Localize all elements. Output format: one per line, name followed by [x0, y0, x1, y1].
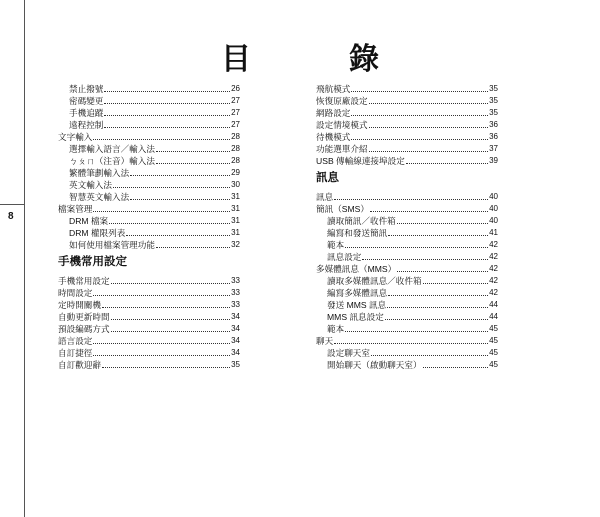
toc-entry-label: 繁體筆劃輸入法: [69, 168, 130, 178]
toc-dot-leader: [104, 102, 230, 104]
toc-page-number: 42: [489, 264, 498, 273]
toc-page-number: 42: [489, 252, 498, 261]
toc-entry[interactable]: [316, 82, 498, 94]
toc-page-number: 34: [231, 336, 240, 345]
toc-page-number: 44: [489, 300, 498, 309]
toc-dot-leader: [423, 366, 489, 368]
toc-entry[interactable]: [316, 322, 498, 334]
toc-page-number: 36: [489, 132, 498, 141]
toc-entry[interactable]: [316, 226, 498, 238]
toc-dot-leader: [397, 270, 488, 272]
toc-dot-leader: [351, 90, 488, 92]
toc-entry-label: 自動更新時間: [58, 312, 110, 322]
toc-dot-leader: [102, 366, 230, 368]
toc-page-number: 32: [231, 240, 240, 249]
toc-entry[interactable]: [58, 322, 240, 334]
toc-entry[interactable]: [58, 142, 240, 154]
toc-entry[interactable]: [316, 250, 498, 262]
toc-entry[interactable]: [316, 106, 498, 118]
toc-entry-label: 智慧英文輸入法: [69, 192, 130, 202]
toc-entry-label: 選擇輸入語言／輸入法: [69, 144, 155, 154]
toc-entry-label: 飛航模式: [316, 84, 351, 94]
toc-page-number: 33: [231, 276, 240, 285]
toc-entry[interactable]: [58, 226, 240, 238]
toc-entry[interactable]: [316, 238, 498, 250]
toc-entry-label: 設定情境模式: [316, 120, 368, 130]
toc-dot-leader: [93, 294, 230, 296]
toc-entry-label: 網路設定: [316, 108, 351, 118]
toc-entry-label: 定時開關機: [58, 300, 101, 310]
toc-page-number: 35: [489, 108, 498, 117]
toc-entry[interactable]: [58, 286, 240, 298]
toc-page-number: 45: [489, 360, 498, 369]
toc-entry[interactable]: [58, 202, 240, 214]
toc-entry-label: 預設編碼方式: [58, 324, 110, 334]
toc-entry[interactable]: [58, 346, 240, 358]
toc-entry-label: DRM 權限列表: [69, 228, 126, 238]
toc-entry[interactable]: [58, 358, 240, 370]
toc-entry-label: 多媒體訊息（MMS）: [316, 264, 397, 274]
toc-page-number: 35: [489, 96, 498, 105]
toc-entry[interactable]: [58, 310, 240, 322]
toc-entry-label: 聊天: [316, 336, 334, 346]
toc-page-number: 35: [489, 84, 498, 93]
toc-dot-leader: [104, 126, 230, 128]
toc-dot-leader: [351, 114, 488, 116]
toc-page-number: 40: [489, 192, 498, 201]
toc-entry[interactable]: [58, 94, 240, 106]
toc-entry-label: 自訂歡迎辭: [58, 360, 101, 370]
toc-page-number: 27: [231, 120, 240, 129]
toc-page-number: 28: [231, 144, 240, 153]
toc-dot-leader: [388, 234, 488, 236]
toc-section-heading: [316, 166, 498, 190]
toc-entry-label: 範本: [327, 240, 345, 250]
toc-right-column: [316, 82, 498, 370]
toc-entry-label: 開始聊天（啟動聊天室）: [327, 360, 422, 370]
toc-entry[interactable]: [316, 94, 498, 106]
toc-entry[interactable]: [58, 214, 240, 226]
toc-dot-leader: [370, 210, 488, 212]
toc-dot-leader: [93, 138, 230, 140]
toc-dot-leader: [93, 342, 230, 344]
toc-entry[interactable]: [58, 178, 240, 190]
toc-page-number: 44: [489, 312, 498, 321]
toc-page-number: 28: [231, 156, 240, 165]
toc-entry-label: ㄅㄆㄇ（注音）輸入法: [69, 156, 155, 166]
toc-entry-label: 英文輸入法: [69, 180, 112, 190]
toc-dot-leader: [111, 318, 231, 320]
toc-entry[interactable]: [316, 334, 498, 346]
toc-page-number: 27: [231, 96, 240, 105]
toc-entry-label: 如何使用檔案管理功能: [69, 240, 155, 250]
toc-entry-label: 自訂捷徑: [58, 348, 93, 358]
toc-entry-label: 檔案管理: [58, 204, 93, 214]
toc-page-number: 40: [489, 204, 498, 213]
toc-entry[interactable]: [316, 202, 498, 214]
toc-dot-leader: [387, 306, 488, 308]
toc-dot-leader: [111, 330, 231, 332]
toc-entry-label: DRM 檔案: [69, 216, 109, 226]
toc-entry[interactable]: [58, 154, 240, 166]
margin-tick: [0, 204, 24, 205]
toc-dot-leader: [345, 330, 488, 332]
toc-dot-leader: [351, 138, 488, 140]
toc-entry-label: 時間設定: [58, 288, 93, 298]
toc-page-number: 34: [231, 348, 240, 357]
toc-page-number: 42: [489, 288, 498, 297]
toc-page-number: 29: [231, 168, 240, 177]
toc-entry[interactable]: [316, 214, 498, 226]
toc-left-column: [58, 82, 240, 370]
toc-page-number: 33: [231, 288, 240, 297]
toc-page-number: 45: [489, 348, 498, 357]
toc-entry-label: 密碼變更: [69, 96, 104, 106]
toc-dot-leader: [385, 318, 488, 320]
toc-page-number: 37: [489, 144, 498, 153]
toc-entry-label: 禁止撥號: [69, 84, 104, 94]
toc-dot-leader: [126, 234, 230, 236]
toc-section-heading: [58, 250, 240, 274]
toc-page-number: 40: [489, 216, 498, 225]
toc-entry-label: 編寫和發送簡訊: [327, 228, 388, 238]
toc-entry[interactable]: [316, 346, 498, 358]
toc-page-number: 27: [231, 108, 240, 117]
toc-dot-leader: [334, 198, 488, 200]
toc-section-label: 手機常用設定: [58, 256, 127, 268]
toc-entry-label: 簡訊（SMS）: [316, 204, 369, 214]
toc-entry[interactable]: [58, 238, 240, 250]
toc-dot-leader: [371, 354, 488, 356]
toc-dot-leader: [156, 246, 230, 248]
page-title: 目 錄: [221, 43, 413, 76]
toc-dot-leader: [93, 210, 230, 212]
toc-entry[interactable]: [316, 286, 498, 298]
toc-entry[interactable]: [58, 166, 240, 178]
toc-dot-leader: [369, 150, 489, 152]
toc-page-number: 45: [489, 324, 498, 333]
toc-page-number: 33: [231, 300, 240, 309]
toc-page-number: 31: [231, 228, 240, 237]
toc-dot-leader: [334, 342, 488, 344]
toc-page-number: 30: [231, 180, 240, 189]
toc-entry-label: 訊息: [316, 192, 334, 202]
toc-entry-label: 語言設定: [58, 336, 93, 346]
toc-page-number: 42: [489, 240, 498, 249]
toc-page-number: 36: [489, 120, 498, 129]
toc-entry[interactable]: [316, 142, 498, 154]
toc-entry[interactable]: [58, 334, 240, 346]
toc-page-number: 26: [231, 84, 240, 93]
toc-dot-leader: [104, 90, 230, 92]
toc-entry[interactable]: [316, 274, 498, 286]
toc-page-number: 34: [231, 312, 240, 321]
toc-entry[interactable]: [58, 298, 240, 310]
toc-entry[interactable]: [58, 274, 240, 286]
toc-dot-leader: [156, 150, 230, 152]
toc-dot-leader: [345, 246, 488, 248]
toc-page-number: 41: [489, 228, 498, 237]
toc-page-number: 42: [489, 276, 498, 285]
toc-dot-leader: [102, 306, 230, 308]
toc-entry[interactable]: [316, 358, 498, 370]
toc-dot-leader: [93, 354, 230, 356]
toc-entry[interactable]: [58, 82, 240, 94]
toc-entry-label: 發送 MMS 訊息: [327, 300, 387, 310]
toc-entry-label: 訊息設定: [327, 252, 362, 262]
toc-page-number: 28: [231, 132, 240, 141]
toc-entry-label: 編寫多媒體訊息: [327, 288, 388, 298]
toc-entry-label: 遠程控制: [69, 120, 104, 130]
toc-dot-leader: [130, 174, 230, 176]
toc-dot-leader: [406, 162, 488, 164]
toc-entry-label: 恢復原廠設定: [316, 96, 368, 106]
toc-dot-leader: [130, 198, 230, 200]
toc-page-number: 31: [231, 216, 240, 225]
toc-entry-label: 功能選單介紹: [316, 144, 368, 154]
toc-entry[interactable]: [58, 190, 240, 202]
toc-entry[interactable]: [316, 310, 498, 322]
toc-entry[interactable]: [58, 130, 240, 142]
toc-dot-leader: [369, 126, 489, 128]
toc-entry-label: MMS 訊息設定: [327, 312, 384, 322]
toc-page-number: 45: [489, 336, 498, 345]
toc-dot-leader: [156, 162, 230, 164]
toc-dot-leader: [388, 294, 488, 296]
toc-entry[interactable]: [316, 262, 498, 274]
toc-entry-label: 待機模式: [316, 132, 351, 142]
toc-entry[interactable]: [316, 190, 498, 202]
toc-entry[interactable]: [58, 118, 240, 130]
toc-page-number: 31: [231, 204, 240, 213]
toc-entry-label: 手機常用設定: [58, 276, 110, 286]
toc-entry-label: 讀取簡訊／收件箱: [327, 216, 396, 226]
toc-entry[interactable]: [316, 130, 498, 142]
toc-page-number: 31: [231, 192, 240, 201]
toc-page-number: 35: [231, 360, 240, 369]
toc-entry[interactable]: [316, 118, 498, 130]
toc-entry[interactable]: [316, 298, 498, 310]
toc-entry-label: 手機追蹤: [69, 108, 104, 118]
toc-dot-leader: [104, 114, 230, 116]
toc-entry-label: 範本: [327, 324, 345, 334]
toc-dot-leader: [423, 282, 489, 284]
toc-section-label: 訊息: [316, 172, 339, 184]
toc-page-number: 39: [489, 156, 498, 165]
toc-page-number: 34: [231, 324, 240, 333]
toc-dot-leader: [397, 222, 488, 224]
toc-entry-label: USB 傳輸線連接埠設定: [316, 156, 405, 166]
toc-dot-leader: [109, 222, 230, 224]
toc-dot-leader: [111, 282, 231, 284]
toc-entry-label: 讀取多媒體訊息／收件箱: [327, 276, 422, 286]
page-number: 8: [8, 211, 14, 222]
toc-dot-leader: [369, 102, 489, 104]
toc-entry-label: 設定聊天室: [327, 348, 370, 358]
toc-entry-label: 文字輸入: [58, 132, 93, 142]
toc-dot-leader: [362, 258, 488, 260]
toc-dot-leader: [113, 186, 230, 188]
toc-entry[interactable]: [58, 106, 240, 118]
toc-entry[interactable]: [316, 154, 498, 166]
